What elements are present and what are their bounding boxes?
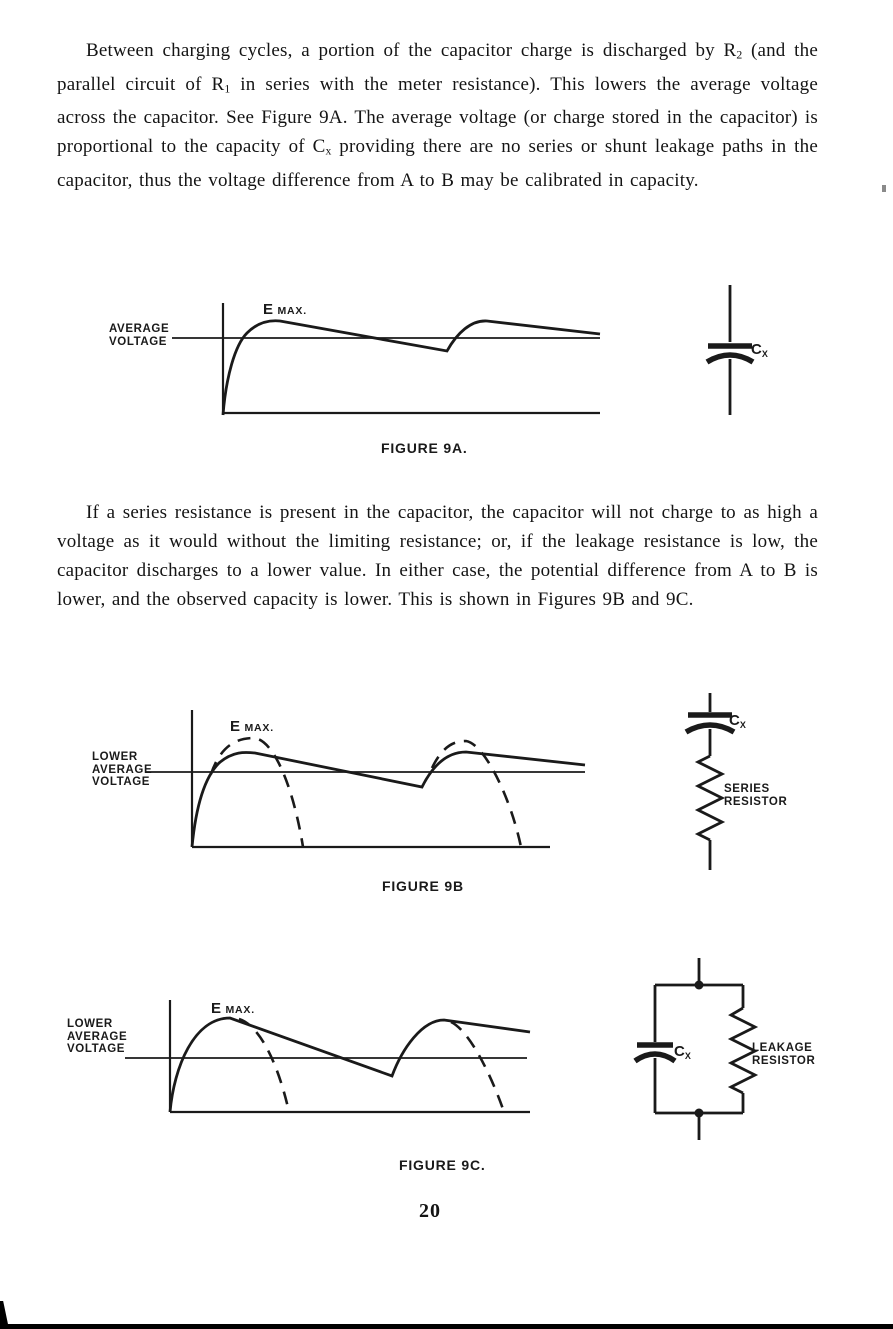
emax-dashed-curve-2 — [451, 1022, 504, 1112]
waveform-9b — [95, 695, 595, 855]
resistor-zigzag — [698, 756, 722, 840]
voltage-curve — [170, 1018, 530, 1112]
voltage-curve — [223, 321, 600, 415]
leakage-resistor-circuit — [625, 955, 855, 1145]
emax-label-9c: E MAX. — [211, 1000, 255, 1017]
page-number: 20 — [419, 1200, 441, 1222]
scan-artifact-bottom-bar — [0, 1324, 893, 1329]
voltage-curve — [192, 752, 585, 847]
leakage-resistor-label: LEAKAGE RESISTOR — [752, 1042, 816, 1067]
emax-label-9a: E MAX. — [263, 301, 307, 318]
emax-label-9b: E MAX. — [230, 718, 274, 735]
lower-average-voltage-label-9b: LOWER AVERAGE VOLTAGE — [92, 751, 153, 788]
cx-label-9a: CX — [751, 341, 768, 359]
average-voltage-label: AVERAGE VOLTAGE — [109, 323, 170, 348]
figure-9c-caption: FIGURE 9C. — [399, 1157, 486, 1173]
waveform-9c — [60, 995, 540, 1120]
cx-label-9b: CX — [729, 712, 746, 730]
lower-average-voltage-label-9c: LOWER AVERAGE VOLTAGE — [67, 1018, 128, 1055]
scan-artifact-speck — [882, 185, 886, 192]
capacitor-symbol-9a — [695, 280, 785, 425]
emax-dashed-curve-1 — [239, 1019, 289, 1112]
figure-9a-caption: FIGURE 9A. — [381, 440, 468, 456]
figure-9b-caption: FIGURE 9B — [382, 878, 464, 894]
series-resistor-circuit — [660, 688, 790, 873]
body-paragraph-1: Between charging cycles, a portion of the capacitor charge is discharged by R2 (and the parallel circuit of R1 in series with the meter resistance). This lowers the average voltage across the capacitor. See Figure 9A. The average voltage (or charge stored in the capacitor) is proportional to the capacity of Cx providing there are no series or shunt leakage paths in the capacitor, thus the voltage difference from A to B may be calibrated in capacity. — [57, 40, 818, 191]
scan-artifact-corner-mark — [0, 1301, 9, 1329]
waveform-9a — [95, 285, 610, 430]
cx-label-9c: CX — [674, 1043, 691, 1061]
series-resistor-label: SERIES RESISTOR — [724, 783, 788, 808]
body-paragraph-2: If a series resistance is present in the capacitor, the capacitor will not charge to as high a voltage as it would without the limiting resistance; or, if the leakage resistance is low, the capacitor discharges to a lower value. In either case, the potential difference from A to B is lower, and the observed capacity is lower. This is shown in Figures 9B and 9C. — [57, 502, 818, 610]
